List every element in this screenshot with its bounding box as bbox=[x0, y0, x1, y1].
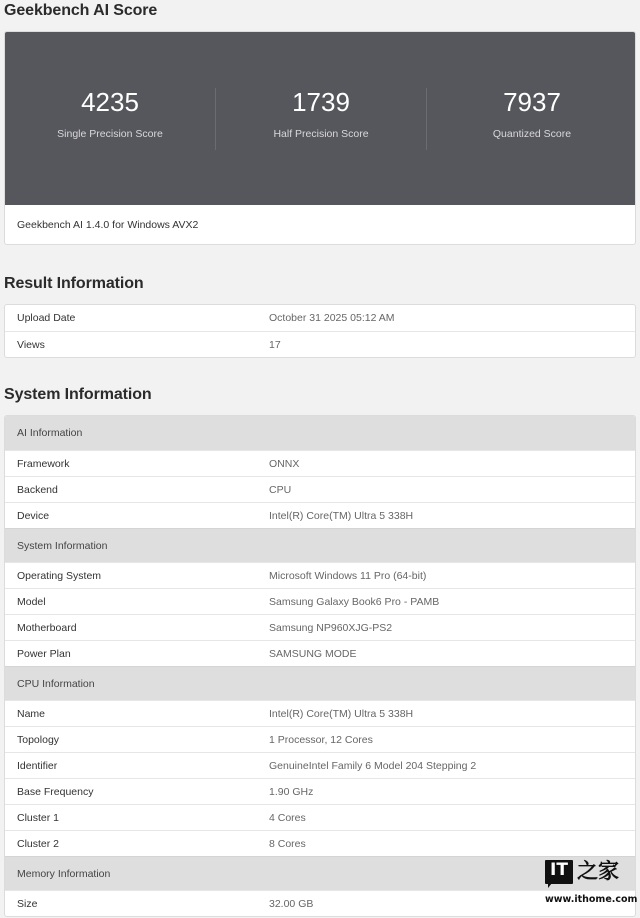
score-label: Quantized Score bbox=[492, 128, 572, 140]
row-key: Name bbox=[17, 708, 46, 720]
row-value: October 31 2025 05:12 AM bbox=[269, 312, 395, 324]
score-panel bbox=[5, 32, 635, 205]
row-value: Intel(R) Core(TM) Ultra 5 338H bbox=[269, 510, 414, 522]
section-header-label: AI Information bbox=[17, 427, 83, 439]
row-value: 17 bbox=[269, 339, 281, 351]
ithome-logo-text: IT bbox=[550, 860, 568, 880]
system-information-title: System Information bbox=[4, 386, 152, 403]
score-value: 1739 bbox=[292, 87, 350, 117]
table-row-cluster-2 bbox=[5, 830, 635, 856]
system-information-table bbox=[4, 415, 636, 917]
row-value: 1.90 GHz bbox=[269, 786, 314, 798]
section-header-system-information bbox=[5, 528, 635, 562]
table-row-identifier bbox=[5, 752, 635, 778]
table-row-cpu-name bbox=[5, 700, 635, 726]
quantized-score bbox=[427, 32, 636, 205]
half-precision-score bbox=[216, 32, 426, 205]
row-key: Framework bbox=[17, 458, 70, 470]
ithome-watermark bbox=[545, 858, 637, 914]
table-row-framework bbox=[5, 450, 635, 476]
score-card bbox=[4, 31, 636, 245]
row-value: Samsung NP960XJG-PS2 bbox=[269, 622, 393, 634]
row-key: Identifier bbox=[17, 760, 58, 772]
row-value: Intel(R) Core(TM) Ultra 5 338H bbox=[269, 708, 414, 720]
result-information-title: Result Information bbox=[4, 275, 144, 292]
row-value: ONNX bbox=[269, 458, 300, 470]
row-value: 4 Cores bbox=[269, 812, 306, 824]
table-row-memory-size bbox=[5, 890, 638, 916]
row-key: Model bbox=[17, 596, 46, 608]
row-value: GenuineIntel Family 6 Model 204 Stepping 2 bbox=[269, 760, 477, 772]
section-header-label: CPU Information bbox=[17, 678, 95, 690]
section-header-memory-information bbox=[5, 856, 635, 890]
table-row-operating-system bbox=[5, 562, 635, 588]
section-header-cpu-information bbox=[5, 666, 635, 700]
benchmark-version: Geekbench AI 1.4.0 for Windows AVX2 bbox=[17, 219, 199, 231]
row-value: 1 Processor, 12 Cores bbox=[269, 734, 373, 746]
row-key: Motherboard bbox=[17, 622, 77, 634]
score-label: Half Precision Score bbox=[273, 128, 369, 140]
row-key: Topology bbox=[17, 734, 60, 746]
row-key: Size bbox=[17, 898, 38, 910]
section-header-label: System Information bbox=[17, 540, 108, 552]
score-section-title: Geekbench AI Score bbox=[4, 2, 158, 19]
row-key: Upload Date bbox=[17, 312, 76, 324]
table-row-power-plan bbox=[5, 640, 635, 666]
table-row-backend bbox=[5, 476, 635, 502]
section-header-ai-information bbox=[5, 416, 635, 450]
table-row-device bbox=[5, 502, 635, 528]
table-row-cluster-1 bbox=[5, 804, 635, 830]
row-key: Base Frequency bbox=[17, 786, 94, 798]
score-value: 4235 bbox=[81, 87, 139, 117]
row-value: CPU bbox=[269, 484, 292, 496]
score-value: 7937 bbox=[503, 87, 561, 117]
row-key: Operating System bbox=[17, 570, 102, 582]
single-precision-score bbox=[5, 32, 215, 205]
row-value: Microsoft Windows 11 Pro (64-bit) bbox=[269, 570, 427, 582]
row-key: Device bbox=[17, 510, 50, 522]
section-header-label: Memory Information bbox=[17, 868, 111, 880]
row-value: SAMSUNG MODE bbox=[269, 648, 357, 660]
row-key: Cluster 2 bbox=[17, 838, 60, 850]
score-label: Single Precision Score bbox=[57, 128, 163, 140]
row-key: Cluster 1 bbox=[17, 812, 60, 824]
row-key: Power Plan bbox=[17, 648, 71, 660]
ithome-url: www.ithome.com bbox=[545, 894, 638, 905]
ithome-logo-chars: 之家 bbox=[577, 858, 619, 883]
row-key: Views bbox=[17, 339, 45, 351]
result-information-table bbox=[4, 304, 636, 358]
row-value: 32.00 GB bbox=[269, 898, 314, 910]
table-row-topology bbox=[5, 726, 635, 752]
table-row-motherboard bbox=[5, 614, 635, 640]
table-row-upload-date bbox=[5, 305, 635, 331]
row-value: Samsung Galaxy Book6 Pro - PAMB bbox=[269, 596, 440, 608]
table-row-model bbox=[5, 588, 635, 614]
speech-bubble-tail-icon bbox=[548, 883, 556, 888]
row-value: 8 Cores bbox=[269, 838, 306, 850]
table-row-views bbox=[5, 331, 635, 357]
table-row-base-frequency bbox=[5, 778, 635, 804]
row-key: Backend bbox=[17, 484, 58, 496]
